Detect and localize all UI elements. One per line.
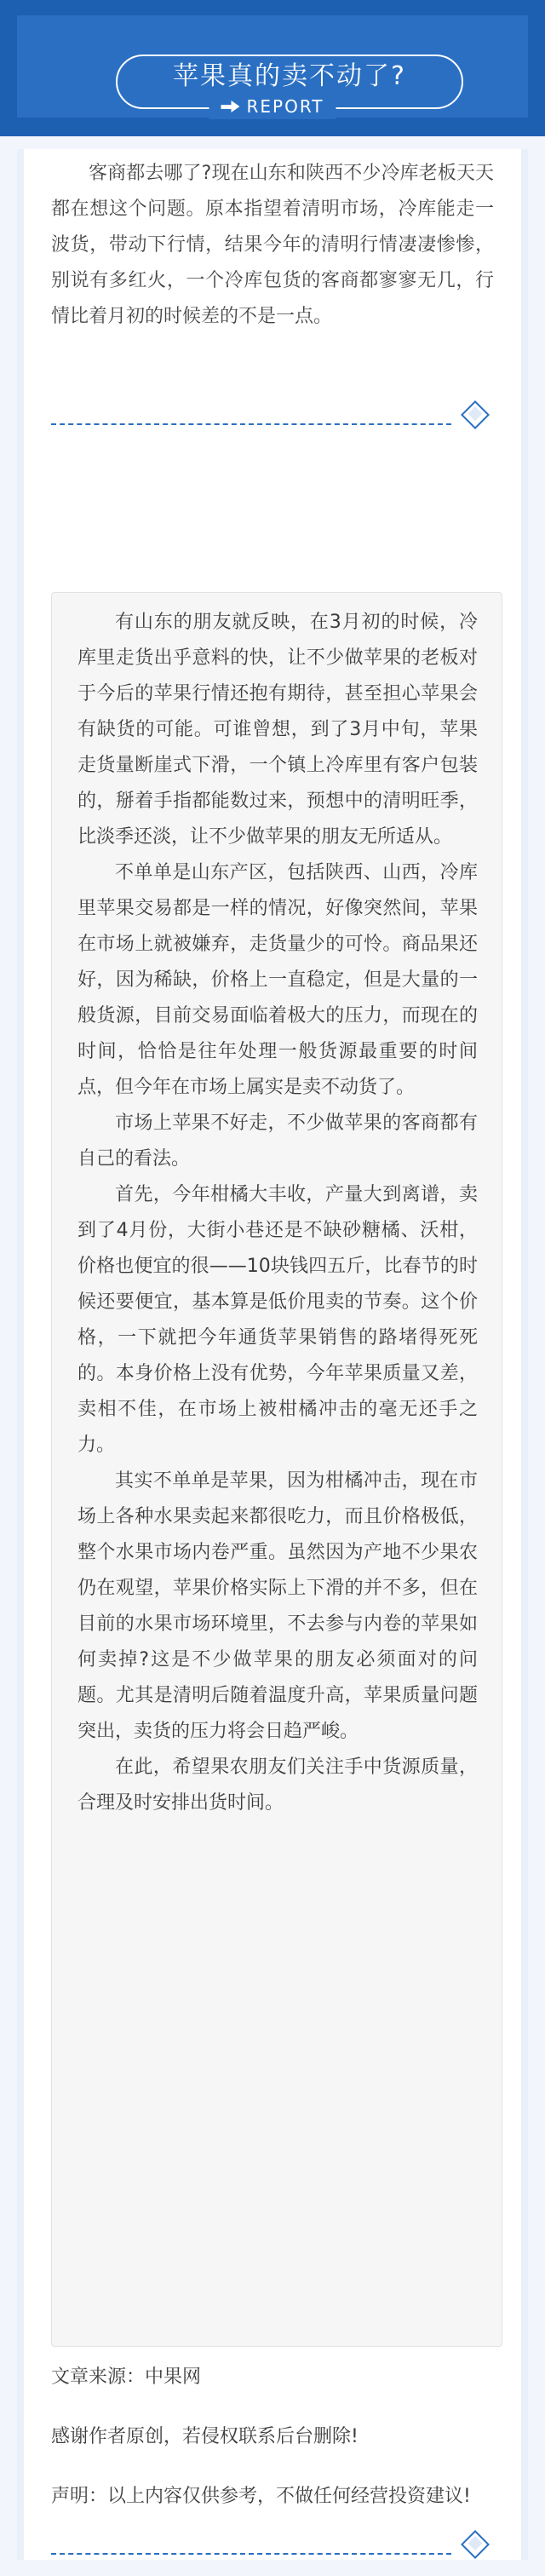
card-right-border xyxy=(521,149,528,2560)
article-card xyxy=(17,149,528,2560)
diamond-icon xyxy=(461,400,490,429)
header-banner-inner xyxy=(17,15,528,118)
page-title: 苹果真的卖不动了? xyxy=(173,61,406,91)
intro-paragraph: 客商都去哪了?现在山东和陕西不少冷库老板天天都在想这个问题。原本指望着清明市场，冷库能走一波货，带动下行情，结果今年的清明行情凄凄惨惨，别说有多红火，一个冷库包货的客商都寥寥无几，行情比着月初的时候差的不是一点。 xyxy=(51,163,494,327)
quote-body xyxy=(77,605,478,1821)
divider-dashed-top xyxy=(51,423,451,425)
article-paragraph: 市场上苹果不好走，不少做苹果的客商都有自己的看法。 xyxy=(77,1113,478,1170)
article-paragraph: 首先，今年柑橘大丰收，产量大到离谱，卖到了4月份，大街小巷还是不缺砂糖橘、沃柑，价格也便宜的很——10块钱四五斤，比春节的时候还要便宜，基本算是低价甩卖的节奏。这个价格，一下就把今年通货苹果销售的路堵得死死的。本身价格上没有优势，今年苹果质量又差，卖相不佳，在市场上被柑橘冲击的毫无还手之力。 xyxy=(77,1184,478,1456)
article-paragraph: 其实不单单是苹果，因为柑橘冲击，现在市场上各种水果卖起来都很吃力，而且价格极低，整个水果市场内卷严重。虽然因为产地不少果农仍在观望，苹果价格实际上下滑的并不多，但在目前的水果市场环境里，不去参与内卷的苹果如何卖掉?这是不少做苹果的朋友必须面对的问题。尤其是清明后随着温度升高，苹果质量问题突出，卖货的压力将会日趋严峻。 xyxy=(77,1470,478,1742)
arrow-right-icon xyxy=(221,101,240,112)
thanks-line: 感谢作者原创，若侵权联系后台删除! xyxy=(51,2426,359,2447)
diamond-icon xyxy=(461,2530,490,2559)
report-tag xyxy=(209,94,336,119)
article-paragraph: 在此，希望果农朋友们关注手中货源质量，合理及时安排出货时间。 xyxy=(77,1757,478,1814)
article-paragraph: 有山东的朋友就反映，在3月初的时候，冷库里走货出乎意料的快，让不少做苹果的老板对于今后的苹果行情还抱有期待，甚至担心苹果会有缺货的可能。可谁曾想，到了3月中旬，苹果走货量断崖式下滑，一个镇上冷库里有客户包装的，掰着手指都能数过来，预想中的清明旺季，比淡季还淡，让不少做苹果的朋友无所适从。 xyxy=(77,612,478,848)
header-banner xyxy=(0,0,545,136)
report-label: REPORT xyxy=(246,96,324,117)
quote-box xyxy=(51,592,502,2347)
divider-dashed-bottom xyxy=(51,2553,451,2555)
disclaimer-line: 声明：以上内容仅供参考，不做任何经营投资建议! xyxy=(51,2486,471,2507)
article-paragraph: 不单单是山东产区，包括陕西、山西，冷库里苹果交易都是一样的情况，好像突然间，苹果在市场上就被嫌弃，走货量少的可怜。商品果还好，因为稀缺，价格上一直稳定，但是大量的一般货源，目前交易面临着极大的压力，而现在的时间，恰恰是往年处理一般货源最重要的时间点，但今年在市场上属实是卖不动货了。 xyxy=(77,862,478,1098)
source-line: 文章来源：中果网 xyxy=(51,2366,202,2388)
card-left-border xyxy=(17,149,24,2560)
